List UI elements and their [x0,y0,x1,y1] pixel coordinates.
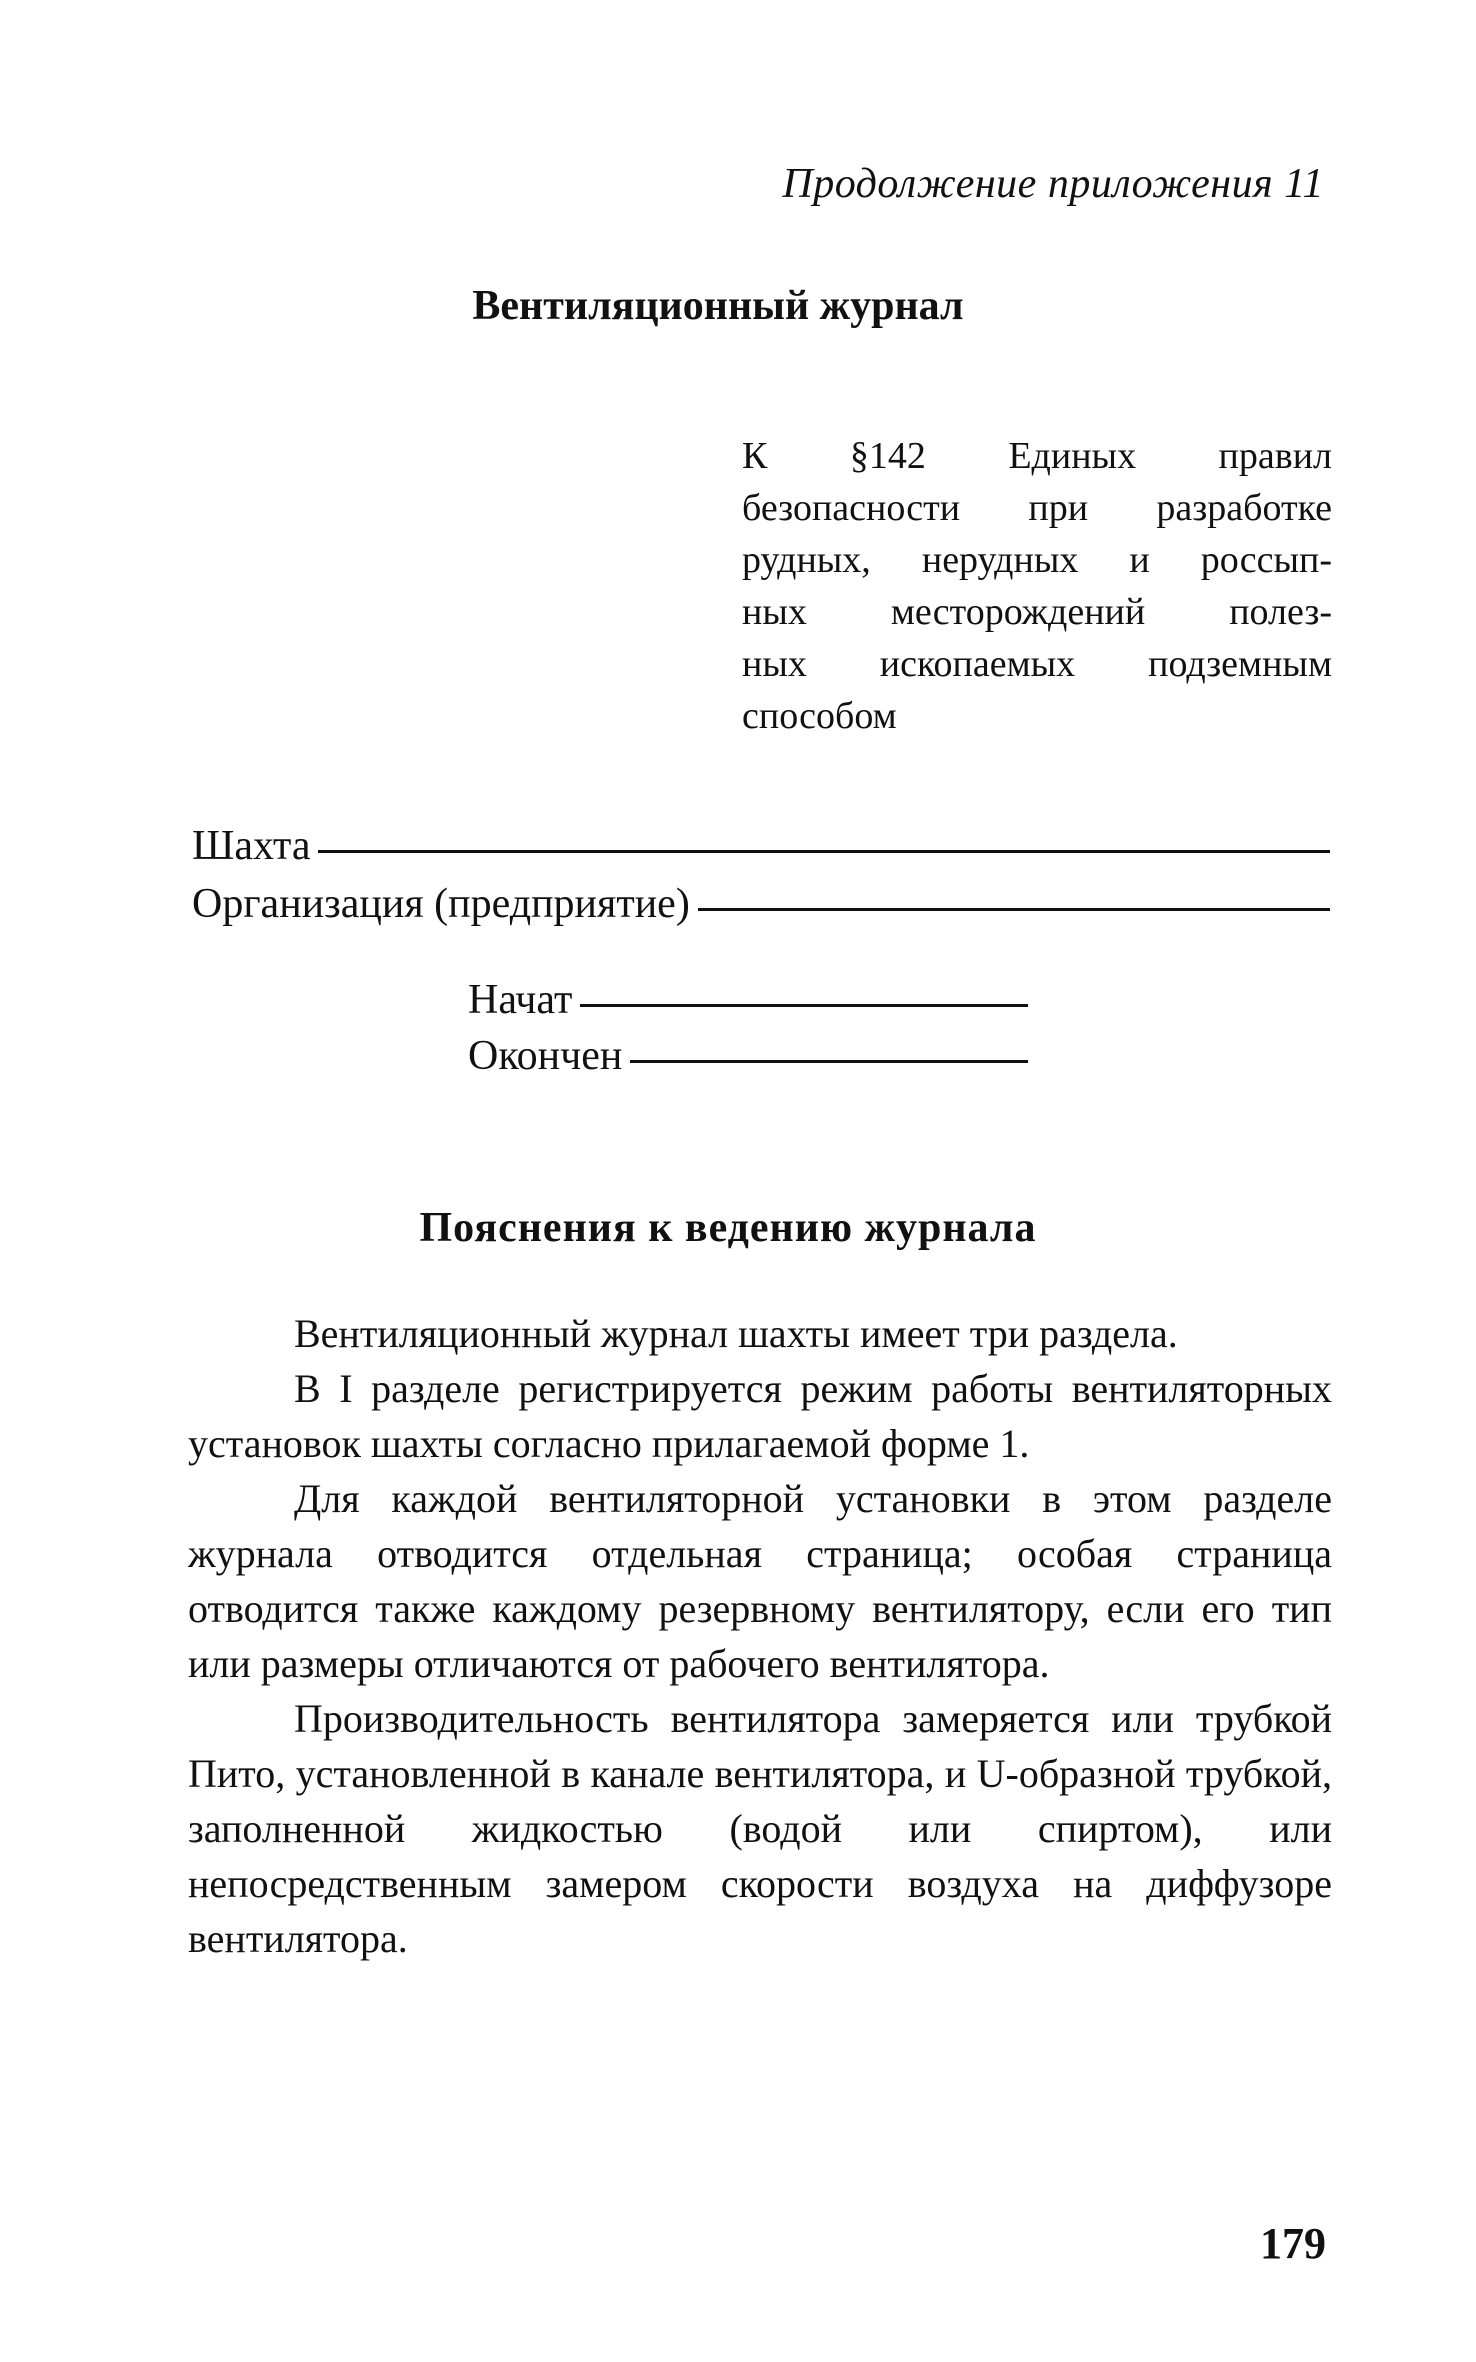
ended-label: Окончен [468,1033,623,1079]
ended-field-row [468,1032,1028,1080]
reference-line: ных ископаемых подземным [742,643,1332,685]
started-fill-line [580,1004,1028,1007]
reference-line: рудных, нерудных и россып- [742,539,1332,581]
mine-field-row [192,822,1330,870]
journal-title: Вентиляционный журнал [472,283,964,329]
section-title: Пояснения к ведению журнала [419,1205,1037,1251]
mine-label: Шахта [192,823,311,869]
paragraph: Вентиляционный журнал шахты имеет три раздела. [294,1311,1178,1356]
appendix-continuation-header: Продолжение приложения 11 [782,161,1324,207]
paragraph: В I разделе регистрируется режим работы вентиляторных установок шахты согласно прилагаемой форме 1. [188,1366,1332,1466]
regulation-reference [742,430,1332,742]
reference-line: К §142 Единых правил [742,435,1332,477]
started-label: Начат [468,977,573,1023]
paragraph: Для каждой вентиляторной установки в этом разделе журнала отводится отдельная страница; особая страница отводится также каждому резервному вентилятору, если его тип или размеры отличаются от рабочего вентилятора. [188,1476,1332,1686]
organization-field-row [192,880,1330,928]
explanation-body [188,1306,1332,1966]
reference-line: ных месторождений полез- [742,591,1332,633]
mine-fill-line [318,850,1330,853]
reference-line: безопасности при разработке [742,487,1332,529]
page-number: 179 [1260,2219,1326,2268]
organization-label: Организация (предприятие) [192,881,690,927]
started-field-row [468,976,1028,1024]
paragraph: Производительность вентилятора замеряется или трубкой Пито, установленной в канале вентилятора, и U-образной трубкой, заполненной жидкостью (водой или спиртом), или непосредственным замером скорости воздуха на диффузоре вентилятора. [188,1696,1332,1961]
reference-line: способом [742,695,897,737]
organization-fill-line [698,908,1330,911]
ended-fill-line [630,1060,1028,1063]
